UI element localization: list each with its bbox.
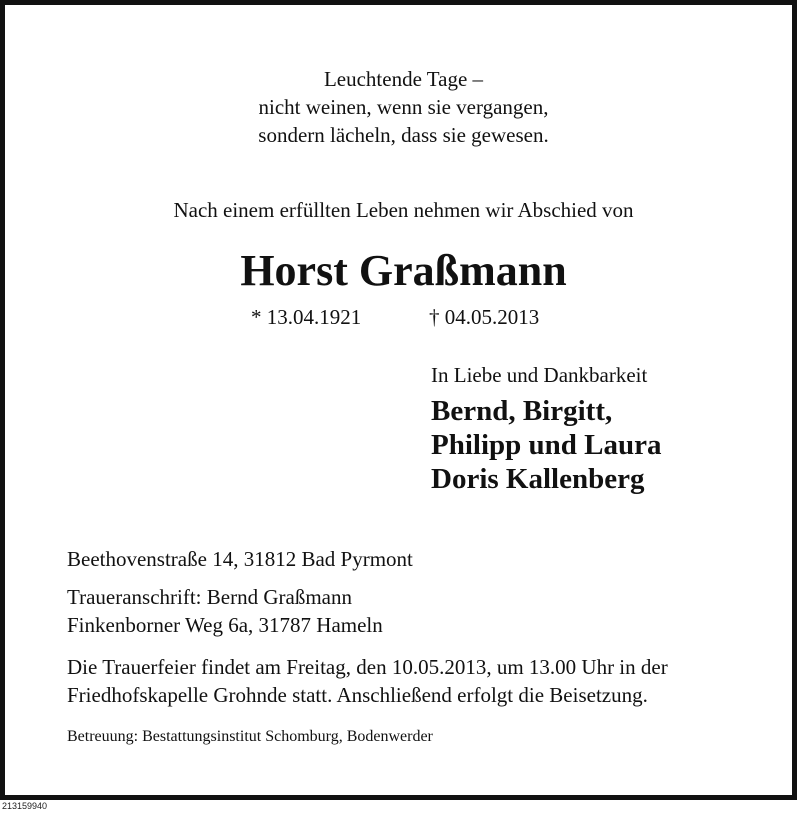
condolence-address-line-1: Traueranschrift: Bernd Graßmann — [67, 585, 352, 609]
poem-line-2: nicht weinen, wenn sie vergangen, — [258, 95, 549, 119]
service-line-1: Die Trauerfeier findet am Freitag, den 10.05.2013, um 13.00 Uhr in der — [67, 655, 668, 679]
condolence-address-line-2: Finkenborner Weg 6a, 31787 Hameln — [67, 613, 383, 637]
birth-date: * 13.04.1921 — [251, 305, 362, 329]
deceased-name: Horst Graßmann — [240, 246, 567, 295]
mourner-line-2: Philipp und Laura — [431, 429, 662, 461]
mourner-line-3: Doris Kallenberg — [431, 463, 645, 495]
service-line-2: Friedhofskapelle Grohnde statt. Anschließend erfolgt die Beisetzung. — [67, 683, 648, 707]
funeral-home: Betreuung: Bestattungsinstitut Schomburg, Bodenwerder — [67, 728, 433, 745]
intro-text: Nach einem erfüllten Leben nehmen wir Abschied von — [173, 198, 634, 222]
ad-code: 213159940 — [2, 801, 48, 811]
death-date: † 04.05.2013 — [429, 305, 540, 329]
mourner-line-1: Bernd, Birgitt, — [431, 395, 613, 427]
home-address: Beethovenstraße 14, 31812 Bad Pyrmont — [67, 547, 413, 571]
mourners-intro: In Liebe und Dankbarkeit — [431, 363, 648, 387]
poem-line-1: Leuchtende Tage – — [323, 67, 484, 91]
poem-line-3: sondern lächeln, dass sie gewesen. — [258, 123, 549, 147]
